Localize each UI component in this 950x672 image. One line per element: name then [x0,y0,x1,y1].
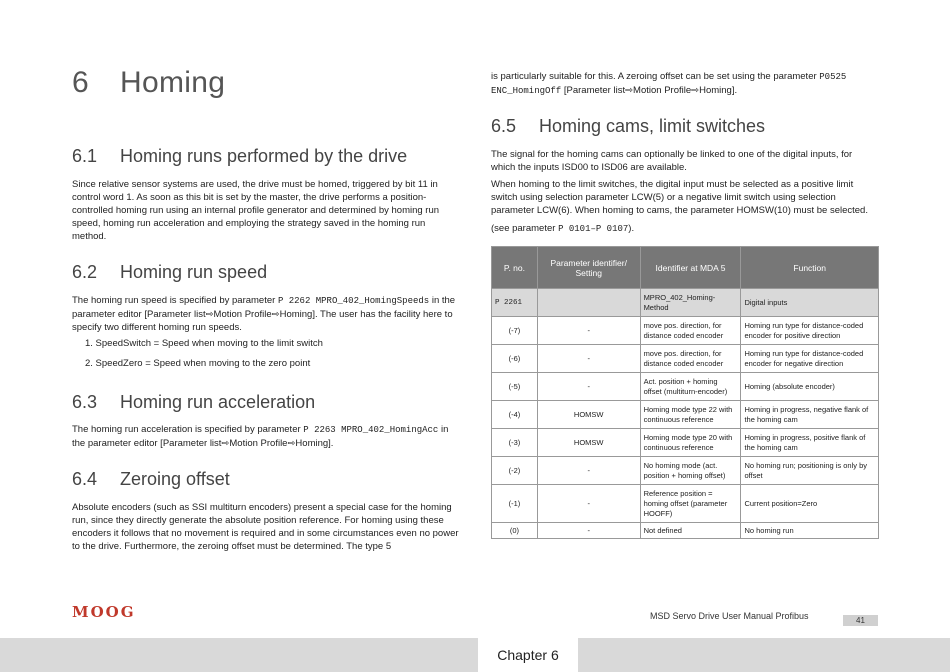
param-enc-homingoff: ENC_HomingOff [491,86,562,96]
list-item: 2. SpeedZero = Speed when moving to the zero point [85,358,311,369]
param-homing-speeds: P 2262 MPRO_402_HomingSpeeds [277,296,430,306]
chapter-heading [72,66,225,100]
table-row: (-4) HOMSW Homing mode type 22 with continuous reference Homing in progress, negative flank of the homing cam [492,401,879,429]
section-6-4-heading: 6.4 Zeroing offset [72,469,230,489]
homing-parameter-table [491,246,879,539]
section-6-4-body: Absolute encoders (such as SSI multiturn encoders) present a special case for the homing run, since they directly generate the absolute position reference. For homing using these encoders it follows that no movement is required and in some circumstances even no power to the drive. Furthermore, the zeroing offset must be determined. The type 5 [72,502,459,552]
section-6-5-see: (see parameter P 0101–P 0107). [491,223,635,234]
moog-logo: MOOG [72,603,136,621]
section-6-1-heading: 6.1 Homing runs performed by the drive [72,146,408,166]
table-row: (-2) - No homing mode (act. position + homing offset) No homing run; positioning is only by offset [492,457,879,485]
zeroing-offset-continued: is particularly suitable for this. A zeroing offset can be set using the parameter P0525 ENC_HomingOff [Parameter list⇨Motion Profile⇨Homing]. [491,71,847,96]
footer-bar [0,638,950,672]
chapter-title: Homing [120,66,226,99]
page-number: 41 [843,615,878,626]
table-header: Function [741,247,879,289]
table-row: (-7) - move pos. direction, for distance coded encoder Homing run type for distance-coded encoder for positive direction [492,317,879,345]
section-6-3-body: The homing run acceleration is specified by parameter P 2263 MPRO_402_HomingAcc in the parameter editor [Parameter list⇨Motion Profile⇨Homing]. [72,424,449,449]
section-6-5-p1: The signal for the homing cams can optionally be linked to one of the digital inputs, for which the inputs ISD00 to ISD06 are available. [491,149,853,173]
section-6-2-heading: 6.2 Homing run speed [72,262,268,282]
table-header: Identifier at MDA 5 [640,247,741,289]
section-6-5-p2: When homing to the limit switches, the digital input must be selected as a positive limit switch using selection parameter LCW(5) or a negative limit switch using selection parameter LCW(6). When homing to cams, the parameter HOMSW(10) must be selected. [491,179,868,216]
section-6-5-heading: 6.5 Homing cams, limit switches [491,116,766,136]
table-header: Parameter identifier/ Setting [537,247,640,289]
section-6-3-heading: 6.3 Homing run acceleration [72,392,316,412]
param-homing-acc: P 2263 MPRO_402_HomingAcc [303,425,439,435]
table-row: P 2261 MPRO_402_Homing-Method Digital inputs [492,289,879,317]
param-p0525: P0525 [819,72,847,82]
section-6-2-body: The homing run speed is specified by parameter P 2262 MPRO_402_HomingSpeeds in the parameter editor [Parameter list⇨Motion Profile⇨Homing]. The user has the facility here to specify two different homing run speeds. [72,295,456,333]
param-range: P 0101–P 0107 [558,224,629,234]
list-item: 1. SpeedSwitch = Speed when moving to the limit switch [85,338,323,349]
table-row: (0) - Not defined No homing run [492,523,879,539]
table-row: (-6) - move pos. direction, for distance coded encoder Homing run type for distance-coded encoder for negative direction [492,345,879,373]
section-6-1-body: Since relative sensor systems are used, the drive must be homed, triggered by bit 11 in control word 1. As soon as this bit is set by the master, the drive performs a position-controlled homing run using an internal profile generator and determined by homing run speed, homing run acceleration and employing the strategy saved in the homing run method. [72,179,440,242]
chapter-number: 6 [72,66,89,99]
table-row: (-3) HOMSW Homing mode type 20 with continuous reference Homing in progress, positive flank of the homing cam [492,429,879,457]
chapter-tab[interactable]: Chapter 6 [478,638,578,672]
manual-title: MSD Servo Drive User Manual Profibus [650,611,809,621]
table-row: (-1) - Reference position = homing offset (parameter HOOFF) Current position=Zero [492,485,879,523]
table-header: P. no. [492,247,538,289]
table-row: (-5) - Act. position + homing offset (multiturn-encoder) Homing (absolute encoder) [492,373,879,401]
